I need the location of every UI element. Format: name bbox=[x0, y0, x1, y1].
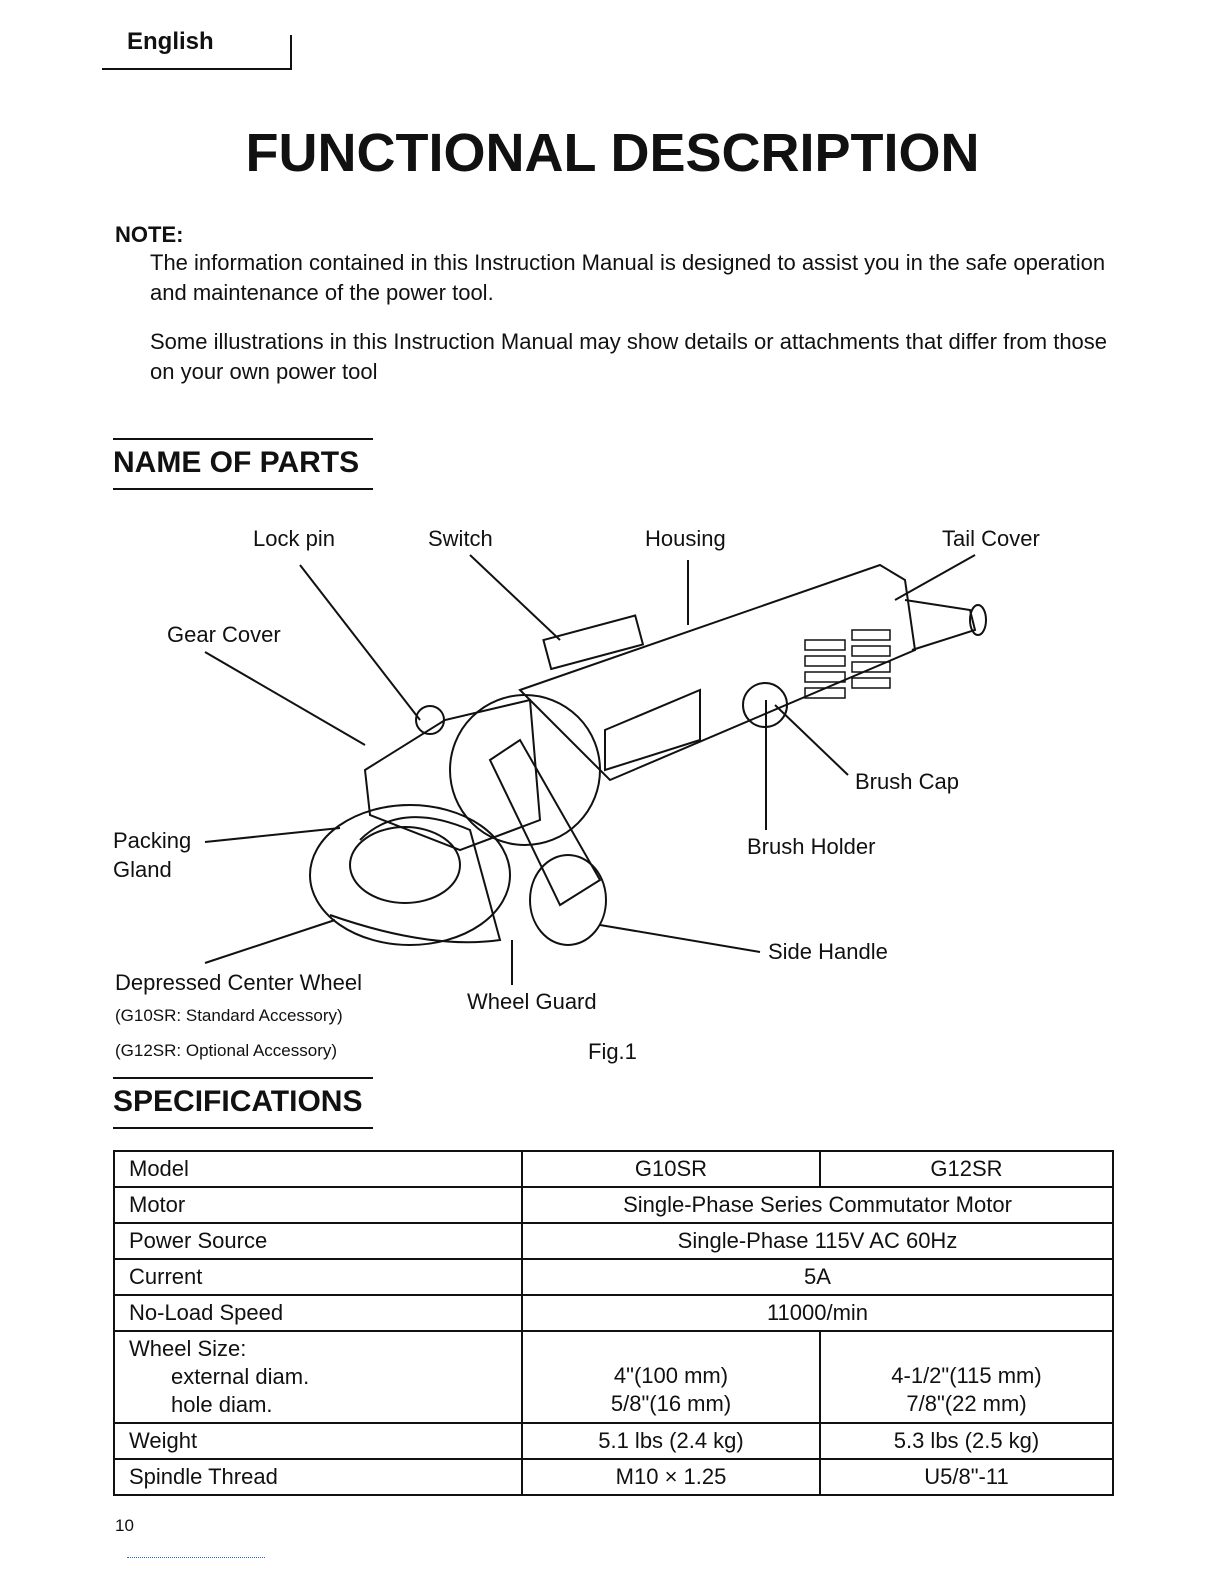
label-switch: Switch bbox=[428, 526, 493, 551]
spec-value bbox=[522, 1331, 820, 1423]
page-title: FUNCTIONAL DESCRIPTION bbox=[245, 123, 980, 183]
page-number: 10 bbox=[115, 1516, 134, 1535]
table-row bbox=[114, 1331, 1113, 1423]
specifications-table bbox=[113, 1150, 1114, 1496]
language-label: English bbox=[127, 28, 214, 55]
spec-value: Single-Phase 115V AC 60Hz bbox=[522, 1223, 1113, 1259]
g10sr-hole-diam: 5/8"(16 mm) bbox=[610, 1391, 732, 1416]
hole-diam-label: hole diam. bbox=[171, 1392, 273, 1417]
g10sr-external-diam: 4"(100 mm) bbox=[613, 1363, 729, 1388]
g12sr-hole-diam: 7/8"(22 mm) bbox=[906, 1391, 1027, 1416]
label-housing: Housing bbox=[645, 526, 726, 551]
label-wheel-guard: Wheel Guard bbox=[467, 989, 597, 1014]
note-heading: NOTE: bbox=[115, 222, 184, 247]
table-row bbox=[114, 1423, 1113, 1459]
divider bbox=[113, 1127, 373, 1129]
spec-label: Power Source bbox=[114, 1223, 522, 1259]
label-gear-cover: Gear Cover bbox=[167, 622, 281, 647]
figure-caption: Fig.1 bbox=[588, 1039, 637, 1064]
external-diam-label: external diam. bbox=[171, 1364, 310, 1389]
g12sr-external-diam: 4-1/2"(115 mm) bbox=[891, 1363, 1042, 1388]
spec-value: Single-Phase Series Commutator Motor bbox=[522, 1187, 1113, 1223]
label-side-handle: Side Handle bbox=[768, 939, 888, 964]
note-paragraph: The information contained in this Instruction Manual is designed to assist you in the safe operation and maintenance of the power tool. bbox=[150, 250, 1106, 305]
spec-label: No-Load Speed bbox=[114, 1295, 522, 1331]
section-heading-specifications: SPECIFICATIONS bbox=[113, 1085, 363, 1118]
table-row bbox=[114, 1151, 1113, 1187]
divider bbox=[127, 1557, 265, 1558]
label-packing: Packing bbox=[113, 828, 192, 853]
spec-value: G10SR bbox=[522, 1151, 820, 1187]
table-row bbox=[114, 1259, 1113, 1295]
label-g12sr-note: (G12SR: Optional Accessory) bbox=[115, 1041, 338, 1060]
spec-value: U5/8"-11 bbox=[820, 1459, 1113, 1495]
note-paragraph: Some illustrations in this Instruction Manual may show details or attachments that differ from those on your own power tool bbox=[150, 329, 1108, 384]
spec-label: Spindle Thread bbox=[114, 1459, 522, 1495]
table-row bbox=[114, 1187, 1113, 1223]
spec-value: 5.1 lbs (2.4 kg) bbox=[522, 1423, 820, 1459]
label-brush-holder: Brush Holder bbox=[747, 834, 876, 859]
spec-value: 5A bbox=[522, 1259, 1113, 1295]
spec-value: G12SR bbox=[820, 1151, 1113, 1187]
label-gland: Gland bbox=[113, 857, 172, 882]
wheel-size-label: Wheel Size: bbox=[129, 1336, 247, 1361]
spec-label: Model bbox=[114, 1151, 522, 1187]
label-g10sr-note: (G10SR: Standard Accessory) bbox=[115, 1006, 343, 1025]
divider bbox=[113, 1077, 373, 1079]
spec-value bbox=[820, 1331, 1113, 1423]
table-row bbox=[114, 1223, 1113, 1259]
label-lock-pin: Lock pin bbox=[253, 526, 335, 551]
spec-label: Motor bbox=[114, 1187, 522, 1223]
spec-value: 5.3 lbs (2.5 kg) bbox=[820, 1423, 1113, 1459]
label-brush-cap: Brush Cap bbox=[855, 769, 959, 794]
section-heading-name-of-parts: NAME OF PARTS bbox=[113, 446, 360, 479]
spec-label: Current bbox=[114, 1259, 522, 1295]
spec-value: 11000/min bbox=[522, 1295, 1113, 1331]
label-depressed-center-wheel: Depressed Center Wheel bbox=[115, 970, 363, 995]
table-row bbox=[114, 1459, 1113, 1495]
spec-label bbox=[114, 1331, 522, 1423]
spec-value: M10 × 1.25 bbox=[522, 1459, 820, 1495]
spec-label: Weight bbox=[114, 1423, 522, 1459]
table-row bbox=[114, 1295, 1113, 1331]
label-tail-cover: Tail Cover bbox=[942, 526, 1040, 551]
